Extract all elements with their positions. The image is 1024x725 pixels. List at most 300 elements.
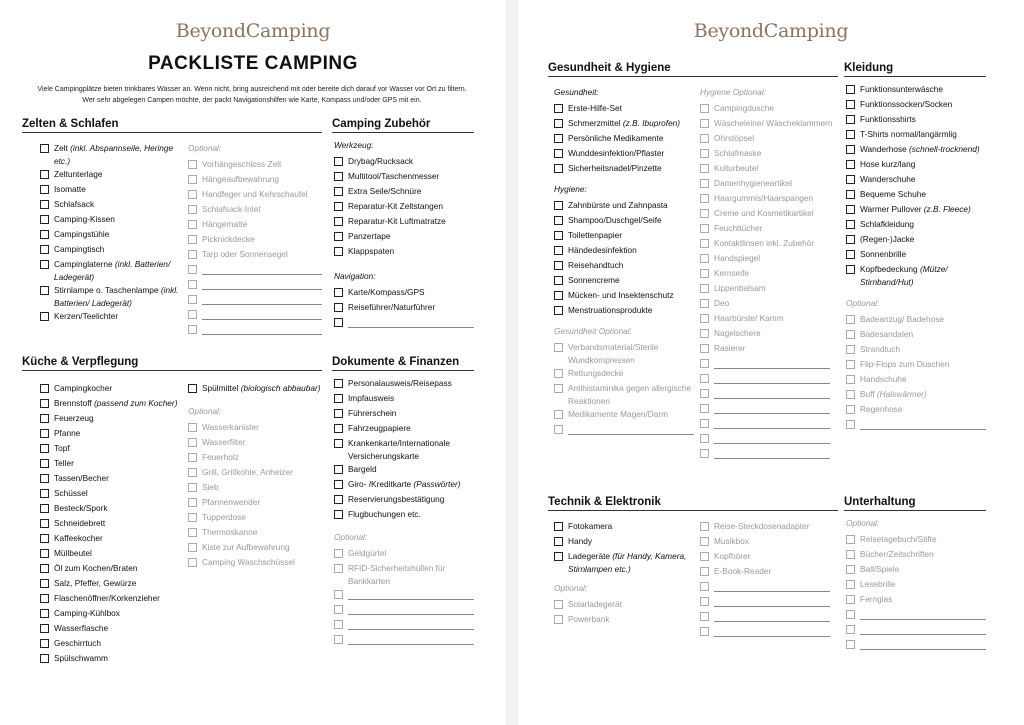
item-label: Vorhängeschloss Zelt — [202, 159, 282, 169]
checklist-item[interactable] — [40, 258, 180, 284]
checklist-item[interactable] — [188, 421, 322, 436]
item-label: Buff — [860, 389, 877, 399]
item-label: Ladegeräte — [568, 551, 613, 561]
checklist-item[interactable] — [188, 173, 322, 188]
item-note: (biologisch abbaubar) — [240, 383, 321, 393]
item-label: RFID-Sicherheitshüllen für Bankkarten — [348, 563, 446, 586]
checklist-item[interactable] — [40, 607, 186, 622]
checklist-item[interactable] — [554, 199, 694, 214]
item-label: Schlafsack — [54, 199, 95, 209]
checklist-item[interactable] — [846, 143, 986, 158]
checklist-item[interactable] — [846, 158, 986, 173]
checklist-item[interactable] — [554, 162, 694, 177]
checklist-item[interactable] — [554, 382, 694, 408]
item-label: Händedesinfektion — [568, 245, 637, 255]
item-note: (inkl. Batterien/ Ladegerät) — [54, 285, 179, 308]
item-label: (Regen-)Jacke — [860, 234, 915, 244]
checklist-item[interactable] — [40, 397, 186, 412]
checklist-item[interactable] — [700, 327, 830, 342]
checklist-item[interactable] — [188, 526, 322, 541]
blank-checklist-line[interactable] — [700, 432, 830, 447]
item-label: Flaschenöffner/Korkenzieher — [54, 593, 160, 603]
checklist-item[interactable] — [846, 263, 986, 289]
checklist-item[interactable] — [554, 408, 694, 423]
section-zubehoer — [332, 118, 474, 331]
checklist-item[interactable] — [40, 637, 186, 652]
checklist-item[interactable] — [188, 203, 322, 218]
checklist-item[interactable] — [40, 142, 180, 168]
item-label: Haargummis/Haarspangen — [714, 193, 814, 203]
item-label: Klappspaten — [348, 246, 395, 256]
item-label: Bequeme Schuhe — [860, 189, 926, 199]
checklist-item[interactable] — [846, 313, 986, 328]
checklist-item[interactable] — [40, 577, 186, 592]
item-note: (inkl. Abspannseile, Heringe etc.) — [54, 143, 174, 166]
checklist-item[interactable] — [700, 192, 830, 207]
checklist-item[interactable] — [40, 487, 186, 502]
checklist-item[interactable] — [554, 367, 694, 382]
item-label: Menstruationsprodukte — [568, 305, 653, 315]
item-label: Medikamente Magen/Darm — [568, 409, 669, 419]
item-label: Reparatur-Kit Zeltstangen — [348, 201, 444, 211]
checklist-item[interactable] — [188, 233, 322, 248]
checklist-item[interactable] — [554, 117, 694, 132]
checklist-item[interactable] — [554, 102, 694, 117]
item-note: (z.B. Ibuprofen) — [622, 118, 681, 128]
checklist-item[interactable] — [188, 188, 322, 203]
checklist-item[interactable] — [846, 388, 986, 403]
checklist-item[interactable] — [846, 563, 986, 578]
checklist-item[interactable] — [40, 310, 180, 325]
blank-checklist-line[interactable] — [334, 316, 474, 331]
item-label: Lesebrille — [860, 579, 896, 589]
checklist-item[interactable] — [334, 230, 474, 245]
section-title: Unterhaltung — [844, 496, 986, 511]
checklist-item[interactable] — [40, 243, 180, 258]
checklist-item[interactable] — [846, 83, 986, 98]
checklist-item[interactable] — [554, 289, 694, 304]
page-1 — [0, 0, 506, 725]
item-label: Zelt — [54, 143, 71, 153]
checklist-item[interactable] — [700, 162, 830, 177]
item-label: Salz, Pfeffer, Gewürze — [54, 578, 137, 588]
item-label: Sonnenbrille — [860, 249, 907, 259]
checklist-item[interactable] — [554, 259, 694, 274]
section-unterhaltung — [844, 496, 986, 653]
checklist-item[interactable] — [188, 541, 322, 556]
checklist-item[interactable] — [554, 214, 694, 229]
item-label: Öl zum Kochen/Braten — [54, 563, 138, 573]
section-title: Technik & Elektronik — [548, 496, 838, 511]
item-label: Solarladegerät — [568, 599, 622, 609]
checklist-item[interactable] — [334, 463, 474, 478]
checklist-item[interactable] — [846, 128, 986, 143]
item-label: Flip-Flops zum Duschen — [860, 359, 950, 369]
checklist-item[interactable] — [846, 248, 986, 263]
item-label: Ball/Spiele — [860, 564, 900, 574]
checklist-item[interactable] — [40, 457, 186, 472]
blank-checklist-line[interactable] — [554, 423, 694, 438]
checklist-item[interactable] — [700, 535, 830, 550]
checklist-item[interactable] — [846, 548, 986, 563]
checklist-item[interactable] — [846, 218, 986, 233]
item-label: Geschirrtuch — [54, 638, 102, 648]
checklist-item[interactable] — [554, 520, 694, 535]
item-label: Antihistaminika gegen allergische Reaktionen — [568, 383, 692, 406]
item-label: Regenhose — [860, 404, 903, 414]
checklist-item[interactable] — [40, 183, 180, 198]
item-label: Reservierungsbestätigung — [348, 494, 445, 504]
checklist-item[interactable] — [40, 213, 180, 228]
checklist-item[interactable] — [188, 556, 322, 571]
checklist-item[interactable] — [700, 550, 830, 565]
item-label: Zeltunterlage — [54, 169, 103, 179]
checklist-item[interactable] — [334, 215, 474, 230]
item-label: Funktionsunterwäsche — [860, 84, 944, 94]
item-label: Schüssel — [54, 488, 88, 498]
checklist-item[interactable] — [554, 274, 694, 289]
item-label: Erste-Hilfe-Set — [568, 103, 622, 113]
checklist-item[interactable] — [40, 442, 186, 457]
blank-checklist-line[interactable] — [846, 638, 986, 653]
item-label: Handy — [568, 536, 592, 546]
item-label: Kiste zur Aufbewahrung — [202, 542, 290, 552]
item-label: Tarp oder Sonnensegel — [202, 249, 288, 259]
checklist-item[interactable] — [40, 284, 180, 310]
item-label: Impfausweis — [348, 393, 395, 403]
checklist-item[interactable] — [700, 312, 830, 327]
checklist-item[interactable] — [846, 233, 986, 248]
checklist-item[interactable] — [554, 244, 694, 259]
brand-logo: BeyondCamping — [693, 20, 849, 42]
zelten-optional — [188, 142, 322, 338]
item-label: Camping-Kissen — [54, 214, 115, 224]
blank-checklist-line[interactable] — [188, 308, 322, 323]
item-label: Wäscheleine/ Wäscheklammern — [714, 118, 833, 128]
item-label: Wanderhose — [860, 144, 910, 154]
checklist-item[interactable] — [334, 200, 474, 215]
blank-checklist-line[interactable] — [700, 580, 830, 595]
checklist-item[interactable] — [554, 229, 694, 244]
blank-checklist-line[interactable] — [700, 372, 830, 387]
item-note: (schnell-trocknend) — [909, 144, 980, 154]
item-label: Spülmittel — [202, 383, 241, 393]
item-label: Führerschein — [348, 408, 397, 418]
item-label: Kerzen/Teelichter — [54, 311, 119, 321]
checklist-item[interactable] — [40, 517, 186, 532]
item-label: Sonnencreme — [568, 275, 620, 285]
blank-checklist-line[interactable] — [334, 633, 474, 648]
checklist-item[interactable] — [334, 562, 474, 588]
checklist-item[interactable] — [40, 562, 186, 577]
item-label: Besteck/Spork — [54, 503, 108, 513]
checklist-item[interactable] — [700, 147, 830, 162]
item-label: Kontaktlinsen inkl. Zubehör — [714, 238, 815, 248]
checklist-item[interactable] — [40, 412, 186, 427]
blank-checklist-line[interactable] — [334, 603, 474, 618]
checklist-item[interactable] — [334, 245, 474, 260]
item-label: Flugbuchungen etc. — [348, 509, 421, 519]
item-label: Pfannenwender — [202, 497, 261, 507]
section-title: Camping Zubehör — [332, 118, 474, 133]
item-label: Bargeld — [348, 464, 377, 474]
page-gutter — [506, 0, 518, 725]
item-label: Giro- /Kreditkarte — [348, 479, 414, 489]
checklist-item[interactable] — [334, 170, 474, 185]
checklist-item[interactable] — [334, 478, 474, 493]
checklist-item[interactable] — [188, 511, 322, 526]
checklist-item[interactable] — [846, 358, 986, 373]
item-label: Stirnlampe o. Taschenlampe — [54, 285, 161, 295]
item-label: Multitool/Taschenmesser — [348, 171, 440, 181]
checklist-item[interactable] — [334, 493, 474, 508]
item-label: Campingtisch — [54, 244, 105, 254]
intro-text: Viele Campingplätze bieten trinkbares Wasser an. Wenn nicht, bring ausreichend mit oder bereite dich darauf vor Wasser vor Ort zu filtern. Wer sehr abgelegen Campen möchte, der packt Navigationshilfen wie Karte, Kompass und/oder GPS mit ein. — [37, 86, 467, 104]
checklist-item[interactable] — [700, 222, 830, 237]
checklist-item[interactable] — [846, 403, 986, 418]
optional-label: Optional: — [188, 406, 222, 416]
checklist-item[interactable] — [40, 228, 180, 243]
section-title: Kleidung — [844, 62, 986, 77]
item-label: Grill, Grillkohle, Anheizer — [202, 467, 293, 477]
section-gesundheit — [548, 62, 838, 419]
checklist-item[interactable] — [188, 496, 322, 511]
checklist-item[interactable] — [334, 508, 474, 523]
checklist-item[interactable] — [846, 373, 986, 388]
checklist-item[interactable] — [40, 547, 186, 562]
item-label: Nagelschere — [714, 328, 761, 338]
checklist-item[interactable] — [846, 593, 986, 608]
checklist-item[interactable] — [40, 198, 180, 213]
checklist-item[interactable] — [700, 132, 830, 147]
section-technik — [548, 496, 838, 624]
item-label: Pfanne — [54, 428, 81, 438]
item-label: Hängeaufbewahrung — [202, 174, 280, 184]
blank-checklist-line[interactable] — [700, 610, 830, 625]
checklist-item[interactable] — [554, 132, 694, 147]
checklist-item[interactable] — [700, 282, 830, 297]
optional-label: Optional: — [334, 532, 368, 542]
item-label: Kernseife — [714, 268, 750, 278]
section-title: Gesundheit & Hygiene — [548, 62, 838, 77]
checklist-item[interactable] — [188, 248, 322, 263]
optional-label: Optional: — [188, 143, 222, 153]
item-label: Toilettenpapier — [568, 230, 622, 240]
checklist-item[interactable] — [554, 147, 694, 162]
checklist-item[interactable] — [334, 392, 474, 407]
checklist-item[interactable] — [334, 437, 474, 463]
blank-checklist-line[interactable] — [700, 595, 830, 610]
item-label: Musikbox — [714, 536, 750, 546]
item-label: Wunddesinfektion/Pflaster — [568, 148, 665, 158]
item-label: Lippenbalsam — [714, 283, 766, 293]
checklist-item[interactable] — [846, 98, 986, 113]
checklist-item[interactable] — [554, 550, 694, 576]
checklist-item[interactable] — [40, 472, 186, 487]
checklist-item[interactable] — [188, 481, 322, 496]
checklist-item[interactable] — [40, 622, 186, 637]
item-label: Wasserflasche — [54, 623, 109, 633]
item-label: Handspiegel — [714, 253, 761, 263]
blank-checklist-line[interactable] — [700, 402, 830, 417]
checklist-item[interactable] — [846, 533, 986, 548]
kueche-list — [40, 382, 186, 667]
checklist-item[interactable] — [700, 252, 830, 267]
item-label: Bücher/Zeitschriften — [860, 549, 934, 559]
blank-checklist-line[interactable] — [188, 278, 322, 293]
item-label: Handschuhe — [860, 374, 907, 384]
item-label: Sieb — [202, 482, 219, 492]
checklist-item[interactable] — [40, 382, 186, 397]
blank-checklist-line[interactable] — [846, 623, 986, 638]
blank-checklist-line[interactable] — [188, 323, 322, 338]
item-label: Badesandalen — [860, 329, 914, 339]
checklist-item[interactable] — [188, 382, 322, 397]
section-dokumente — [332, 356, 474, 648]
item-label: Persönliche Medikamente — [568, 133, 664, 143]
item-label: E-Book-Reader — [714, 566, 772, 576]
checklist-item[interactable] — [40, 502, 186, 517]
checklist-item[interactable] — [334, 286, 474, 301]
blank-checklist-line[interactable] — [700, 387, 830, 402]
item-label: Spülschwamm — [54, 653, 108, 663]
checklist-item[interactable] — [846, 203, 986, 218]
checklist-item[interactable] — [40, 168, 180, 183]
checklist-item[interactable] — [700, 297, 830, 312]
checklist-item[interactable] — [188, 436, 322, 451]
blank-checklist-line[interactable] — [334, 618, 474, 633]
checklist-item[interactable] — [554, 598, 694, 613]
item-label: Picknickdecke — [202, 234, 255, 244]
optional-label: Hygiene Optional: — [700, 87, 766, 97]
section-title: Zelten & Schlafen — [22, 118, 322, 133]
item-label: Panzertape — [348, 231, 391, 241]
item-label: Deo — [714, 298, 730, 308]
checklist-item[interactable] — [188, 451, 322, 466]
checklist-item[interactable] — [554, 535, 694, 550]
item-label: Sicherheitsnadel/Pinzette — [568, 163, 662, 173]
item-label: Creme und Kosmetikartikel — [714, 208, 814, 218]
item-label: Kopfhörer — [714, 551, 751, 561]
item-label: Kulturbeutel — [714, 163, 759, 173]
checklist-item[interactable] — [334, 155, 474, 170]
item-label: Schmerzmittel — [568, 118, 623, 128]
item-label: Damenhygieneartikel — [714, 178, 792, 188]
item-label: Mücken- und Insektenschutz — [568, 290, 674, 300]
item-label: Karte/Kompass/GPS — [348, 287, 425, 297]
checklist-item[interactable] — [846, 113, 986, 128]
section-title: Dokumente & Finanzen — [332, 356, 474, 371]
checklist-item[interactable] — [334, 547, 474, 562]
checklist-item[interactable] — [40, 532, 186, 547]
checklist-item[interactable] — [846, 188, 986, 203]
checklist-item[interactable] — [40, 427, 186, 442]
checklist-item[interactable] — [700, 565, 830, 580]
item-label: Hose kurz/lang — [860, 159, 916, 169]
item-note: (passend zum Kocher) — [93, 398, 178, 408]
checklist-item[interactable] — [846, 328, 986, 343]
checklist-item[interactable] — [700, 237, 830, 252]
item-label: Powerbank — [568, 614, 610, 624]
checklist-item[interactable] — [188, 466, 322, 481]
blank-checklist-line[interactable] — [700, 447, 830, 462]
item-label: Feuchttücher — [714, 223, 763, 233]
checklist-item[interactable] — [188, 218, 322, 233]
item-label: Kopfbedeckung — [860, 264, 920, 274]
item-label: Personalausweis/Reisepass — [348, 378, 452, 388]
item-label: Feuerholz — [202, 452, 239, 462]
checklist-item[interactable] — [700, 520, 830, 535]
item-label: Extra Seile/Schnüre — [348, 186, 422, 196]
gesundheit-label: Gesundheit: — [554, 87, 599, 97]
checklist-item[interactable] — [188, 158, 322, 173]
blank-checklist-line[interactable] — [846, 608, 986, 623]
checklist-item[interactable] — [700, 177, 830, 192]
item-label: Isomatte — [54, 184, 86, 194]
section-kueche — [22, 356, 322, 663]
item-label: Shampoo/Duschgel/Seife — [568, 215, 662, 225]
blank-checklist-line[interactable] — [188, 263, 322, 278]
checklist-item[interactable] — [846, 578, 986, 593]
checklist-item[interactable] — [700, 342, 830, 357]
item-label: Brennstoff — [54, 398, 94, 408]
item-label: Zahnbürste und Zahnpasta — [568, 200, 668, 210]
blank-checklist-line[interactable] — [700, 625, 830, 640]
blank-checklist-line[interactable] — [188, 293, 322, 308]
item-label: Campinglaterne — [54, 259, 115, 269]
item-label: Topf — [54, 443, 70, 453]
item-label: Wanderschuhe — [860, 174, 916, 184]
blank-checklist-line[interactable] — [700, 417, 830, 432]
checklist-item[interactable] — [846, 173, 986, 188]
item-label: Reiseführer/Naturführer — [348, 302, 436, 312]
item-label: Strandtuch — [860, 344, 901, 354]
checklist-item[interactable] — [40, 652, 186, 667]
checklist-item[interactable] — [846, 343, 986, 358]
checklist-item[interactable] — [700, 102, 830, 117]
item-label: Tupperdose — [202, 512, 246, 522]
checklist-item[interactable] — [334, 422, 474, 437]
item-label: Kaffeekocher — [54, 533, 103, 543]
item-label: Fahrzeugpapiere — [348, 423, 411, 433]
blank-checklist-line[interactable] — [334, 588, 474, 603]
navigation-label: Navigation: — [334, 271, 376, 281]
checklist-item[interactable] — [40, 592, 186, 607]
item-label: Verbandsmaterial/Sterile Wundkompressen — [568, 342, 659, 365]
item-label: Reparatur-Kit Luftmatratze — [348, 216, 446, 226]
checklist-item[interactable] — [334, 185, 474, 200]
checklist-item[interactable] — [554, 341, 694, 367]
item-note: (inkl. Batterien/ Ladegerät) — [54, 259, 171, 282]
section-title: Küche & Verpflegung — [22, 356, 322, 371]
checklist-item[interactable] — [700, 267, 830, 282]
checklist-item[interactable] — [334, 301, 474, 316]
section-zelten — [22, 118, 322, 321]
checklist-item[interactable] — [700, 117, 833, 132]
checklist-item[interactable] — [700, 207, 830, 222]
item-label: Schlafmaske — [714, 148, 762, 158]
item-label: Reisetagebuch/Stifte — [860, 534, 937, 544]
blank-checklist-line[interactable] — [846, 418, 986, 433]
item-note: (Mütze/ Stirnband/Hut) — [860, 264, 948, 287]
blank-checklist-line[interactable] — [700, 357, 830, 372]
item-label: T-Shirts normal/langärmlig — [860, 129, 957, 139]
checklist-item[interactable] — [554, 304, 694, 319]
checklist-item[interactable] — [334, 377, 474, 392]
checklist-item[interactable] — [334, 407, 474, 422]
item-label: Funktionssocken/Socken — [860, 99, 953, 109]
checklist-item[interactable] — [554, 613, 694, 628]
